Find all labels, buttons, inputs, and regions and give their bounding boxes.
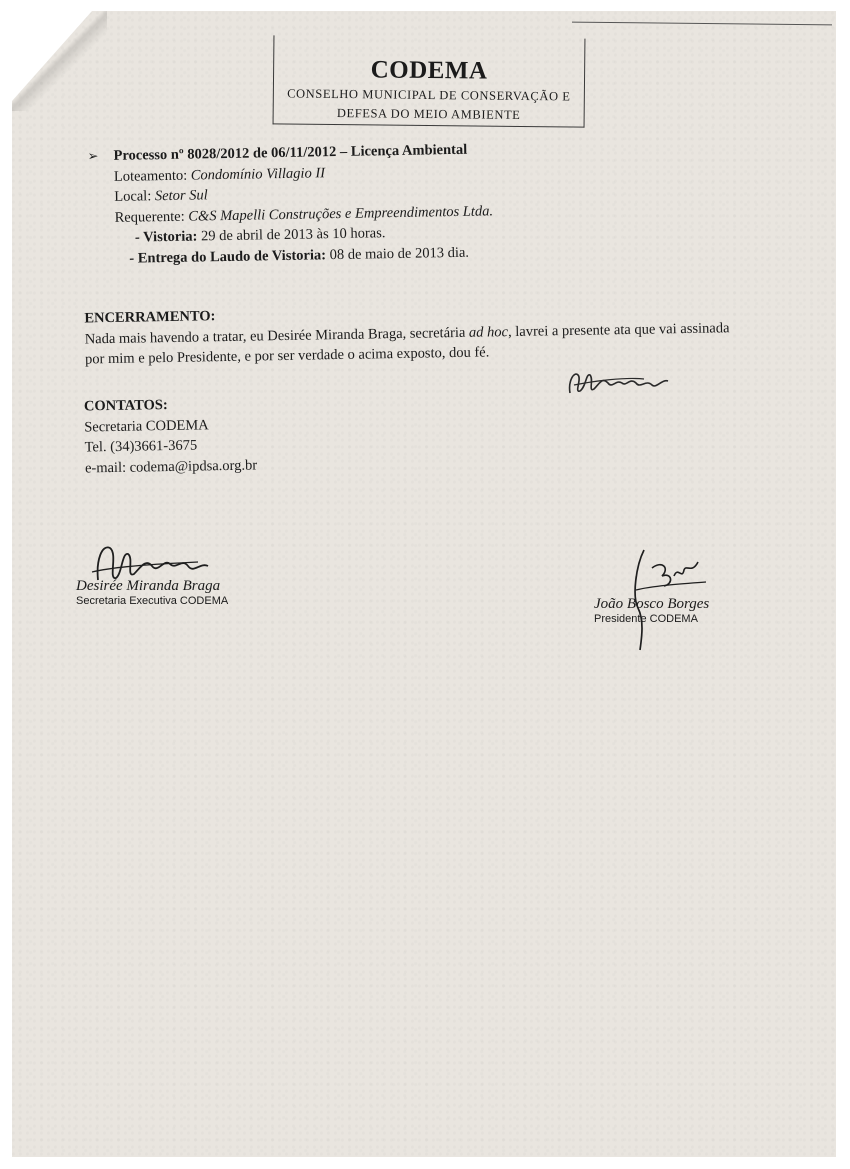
contatos-section — [84, 393, 258, 478]
processo-section — [87, 139, 494, 269]
secretary-signature — [88, 540, 218, 590]
vistoria-value: 29 de abril de 2013 às 10 horas. — [200, 225, 386, 245]
inline-initials-signature — [564, 363, 674, 403]
president-signature — [622, 546, 712, 656]
requerente-value: C&S Mapelli Construções e Empreendimentos Ltda. — [188, 202, 494, 225]
contatos-line-2: Tel. (34)3661-3675 — [84, 437, 198, 456]
local-value: Setor Sul — [154, 187, 208, 205]
arrow-bullet-icon: ➢ — [87, 148, 99, 164]
encerramento-text: Nada mais havendo a tratar, eu Desirée Miranda Braga, secretária ad hoc, lavrei a presente ata que vai assinada por mim e pelo Presidente, e por ser verdade o acima exposto, dou fé. — [84, 319, 730, 368]
entrega-label: - Entrega do Laudo de Vistoria: — [129, 246, 327, 267]
vistoria-label: - Vistoria: — [134, 228, 198, 246]
loteamento-value: Condomínio Villagio II — [190, 164, 326, 184]
letterhead-subtitle-1: CONSELHO MUNICIPAL DE CONSERVAÇÃO E — [287, 86, 571, 104]
letterhead-title: CODEMA — [370, 56, 488, 85]
contatos-heading: CONTATOS: — [83, 397, 168, 415]
signature-block-president — [594, 596, 709, 625]
signature-block-secretary — [76, 578, 228, 607]
processo-heading: Processo nº 8028/2012 de 06/11/2012 – Licença Ambiental — [113, 141, 468, 164]
contatos-line-1: Secretaria CODEMA — [84, 416, 209, 435]
president-role: Presidente CODEMA — [594, 613, 698, 625]
encerramento-section — [84, 297, 735, 370]
document-page — [12, 11, 836, 1157]
encerramento-heading: ENCERRAMENTO: — [84, 308, 216, 327]
secretary-name: Desirée Miranda Braga — [76, 578, 221, 594]
requerente-label: Requerente: — [114, 208, 185, 226]
contatos-line-3: e-mail: codema@ipdsa.org.br — [84, 456, 258, 476]
letterhead-subtitle-2: DEFESA DO MEIO AMBIENTE — [336, 106, 521, 122]
entrega-value: 08 de maio de 2013 dia. — [329, 244, 470, 263]
loteamento-label: Loteamento: — [113, 167, 188, 185]
secretary-role: Secretaria Executiva CODEMA — [76, 595, 229, 607]
local-label: Local: — [114, 188, 152, 205]
president-name: João Bosco Borges — [594, 596, 710, 612]
